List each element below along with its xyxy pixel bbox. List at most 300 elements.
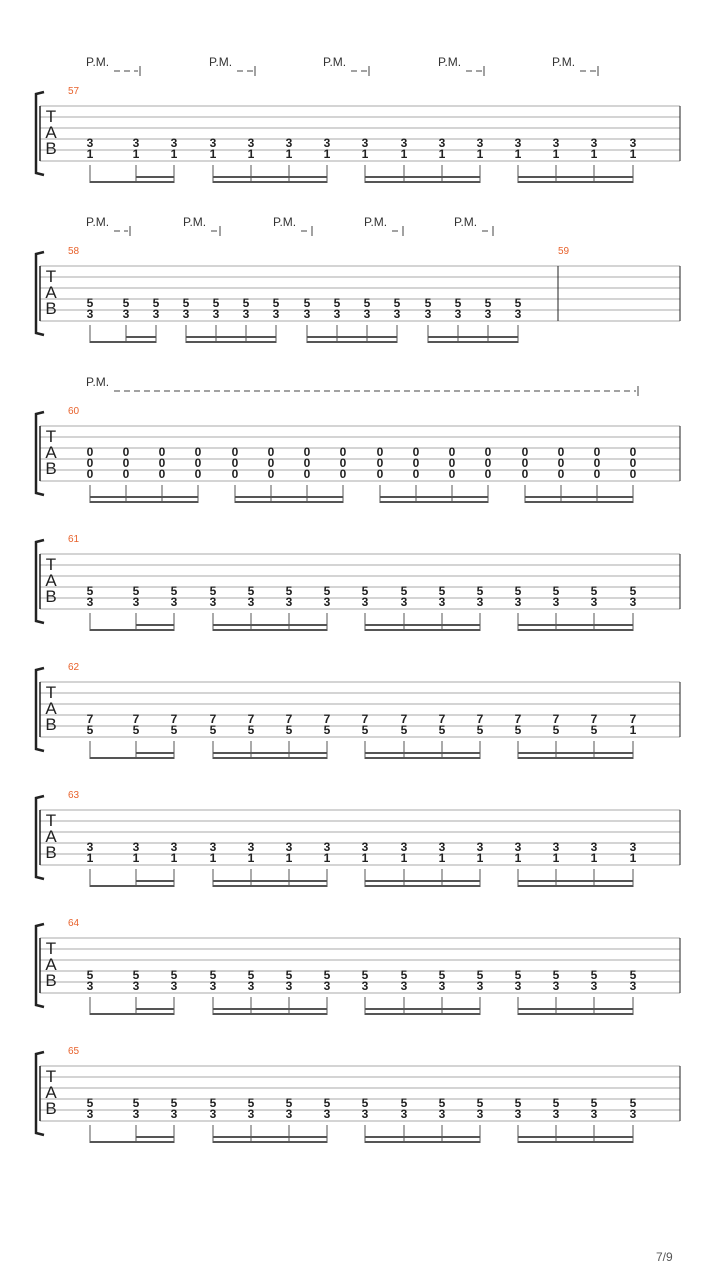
fret-number: 0	[376, 467, 384, 481]
fret-number: 3	[629, 840, 637, 854]
fret-number: 0	[86, 456, 94, 470]
fret-number: 3	[514, 595, 522, 609]
fret-number: 1	[590, 147, 598, 161]
fret-number: 5	[476, 968, 484, 982]
fret-number: 5	[86, 723, 94, 737]
fret-number: 3	[438, 1107, 446, 1121]
palm-mute-label: P.M.	[183, 215, 207, 229]
fret-number: 0	[303, 445, 311, 459]
fret-number: 3	[514, 840, 522, 854]
fret-number: 3	[590, 979, 598, 993]
fret-number: 0	[448, 456, 456, 470]
fret-number: 0	[122, 456, 130, 470]
fret-number: 1	[323, 851, 331, 865]
fret-number: 0	[267, 467, 275, 481]
fret-number: 5	[247, 584, 255, 598]
fret-number: 1	[629, 147, 637, 161]
fret-number: 5	[400, 584, 408, 598]
fret-number: 5	[552, 968, 560, 982]
fret-number: 1	[285, 851, 293, 865]
fret-number: 5	[209, 1096, 217, 1110]
fret-number: 5	[361, 1096, 369, 1110]
fret-number: 1	[170, 147, 178, 161]
fret-number: 5	[361, 968, 369, 982]
fret-number: 5	[247, 968, 255, 982]
fret-number: 1	[629, 851, 637, 865]
fret-number: 3	[285, 979, 293, 993]
fret-number: 5	[86, 584, 94, 598]
fret-number: 5	[590, 968, 598, 982]
fret-number: 3	[552, 979, 560, 993]
fret-number: 1	[552, 147, 560, 161]
fret-number: 1	[400, 851, 408, 865]
palm-mute-label: P.M.	[364, 215, 388, 229]
measure-number: 61	[68, 534, 80, 545]
tab-clef-letter: A	[45, 443, 57, 462]
fret-number: 1	[438, 851, 446, 865]
fret-number: 3	[476, 136, 484, 150]
fret-number: 0	[86, 445, 94, 459]
fret-number: 3	[209, 1107, 217, 1121]
fret-number: 5	[323, 968, 331, 982]
tab-clef-letter: B	[45, 971, 57, 990]
tab-clef-letter: T	[45, 555, 57, 574]
fret-number: 0	[412, 467, 420, 481]
fret-number: 3	[400, 840, 408, 854]
fret-number: 5	[86, 1096, 94, 1110]
fret-number: 3	[552, 136, 560, 150]
fret-number: 3	[132, 595, 140, 609]
fret-number: 3	[629, 136, 637, 150]
fret-number: 0	[629, 467, 637, 481]
page-number: 7/9	[656, 1250, 673, 1264]
fret-number: 1	[552, 851, 560, 865]
fret-number: 3	[363, 307, 371, 321]
fret-number: 3	[438, 136, 446, 150]
fret-number: 3	[361, 840, 369, 854]
tab-clef-letter: A	[45, 827, 57, 846]
fret-number: 0	[484, 445, 492, 459]
fret-number: 0	[231, 456, 239, 470]
fret-number: 1	[209, 147, 217, 161]
fret-number: 3	[400, 979, 408, 993]
fret-number: 5	[514, 968, 522, 982]
fret-number: 3	[552, 595, 560, 609]
fret-number: 3	[285, 1107, 293, 1121]
measure-number: 60	[68, 406, 80, 417]
fret-number: 3	[303, 307, 311, 321]
fret-number: 5	[438, 584, 446, 598]
fret-number: 5	[552, 584, 560, 598]
tab-clef-letter: B	[45, 715, 57, 734]
fret-number: 3	[323, 595, 331, 609]
tab-clef-letter: A	[45, 1083, 57, 1102]
measure-number: 58	[68, 246, 80, 257]
fret-number: 1	[247, 851, 255, 865]
fret-number: 1	[361, 851, 369, 865]
fret-number: 5	[323, 584, 331, 598]
fret-number: 3	[361, 595, 369, 609]
fret-number: 3	[629, 979, 637, 993]
fret-number: 3	[86, 136, 94, 150]
fret-number: 7	[247, 712, 255, 726]
fret-number: 3	[182, 307, 190, 321]
fret-number: 0	[521, 456, 529, 470]
fret-number: 5	[552, 723, 560, 737]
fret-number: 0	[86, 467, 94, 481]
fret-number: 1	[323, 147, 331, 161]
fret-number: 3	[361, 979, 369, 993]
tab-clef-letter: T	[45, 427, 57, 446]
fret-number: 5	[438, 968, 446, 982]
fret-number: 0	[593, 445, 601, 459]
fret-number: 5	[170, 1096, 178, 1110]
fret-number: 5	[476, 584, 484, 598]
fret-number: 3	[552, 1107, 560, 1121]
system-2	[36, 226, 680, 343]
fret-number: 3	[484, 307, 492, 321]
fret-number: 5	[182, 296, 190, 310]
fret-number: 3	[454, 307, 462, 321]
system-3	[36, 386, 680, 503]
palm-mute-label: P.M.	[86, 375, 110, 389]
fret-number: 5	[170, 723, 178, 737]
tab-clef-letter: T	[45, 939, 57, 958]
fret-number: 3	[361, 1107, 369, 1121]
palm-mute-label: P.M.	[552, 55, 576, 69]
fret-number: 3	[122, 307, 130, 321]
fret-number: 5	[285, 723, 293, 737]
tab-clef-letter: B	[45, 1099, 57, 1118]
fret-number: 5	[438, 723, 446, 737]
palm-mute-label: P.M.	[454, 215, 478, 229]
fret-number: 5	[212, 296, 220, 310]
fret-number: 0	[412, 445, 420, 459]
fret-number: 5	[393, 296, 401, 310]
tab-clef-letter: T	[45, 107, 57, 126]
fret-number: 1	[86, 851, 94, 865]
fret-number: 5	[400, 1096, 408, 1110]
fret-number: 3	[132, 136, 140, 150]
fret-number: 3	[323, 979, 331, 993]
fret-number: 1	[285, 147, 293, 161]
fret-number: 5	[476, 723, 484, 737]
fret-number: 5	[454, 296, 462, 310]
fret-number: 5	[590, 723, 598, 737]
fret-number: 1	[132, 851, 140, 865]
fret-number: 3	[212, 307, 220, 321]
fret-number: 0	[593, 467, 601, 481]
fret-number: 3	[86, 1107, 94, 1121]
fret-number: 3	[86, 307, 94, 321]
fret-number: 7	[438, 712, 446, 726]
fret-number: 5	[476, 1096, 484, 1110]
fret-number: 0	[376, 445, 384, 459]
fret-number: 5	[323, 1096, 331, 1110]
fret-number: 0	[194, 456, 202, 470]
fret-number: 0	[339, 456, 347, 470]
fret-number: 5	[361, 723, 369, 737]
fret-number: 3	[86, 840, 94, 854]
fret-number: 5	[132, 968, 140, 982]
fret-number: 3	[170, 840, 178, 854]
fret-number: 3	[247, 840, 255, 854]
fret-number: 5	[363, 296, 371, 310]
fret-number: 3	[242, 307, 250, 321]
fret-number: 0	[303, 456, 311, 470]
fret-number: 0	[267, 456, 275, 470]
fret-number: 0	[412, 456, 420, 470]
fret-number: 3	[400, 136, 408, 150]
tab-clef-letter: B	[45, 299, 57, 318]
fret-number: 5	[209, 584, 217, 598]
fret-number: 5	[132, 584, 140, 598]
fret-number: 5	[247, 1096, 255, 1110]
fret-number: 1	[86, 147, 94, 161]
fret-number: 5	[303, 296, 311, 310]
measure-number: 62	[68, 662, 80, 673]
fret-number: 3	[132, 979, 140, 993]
fret-number: 0	[484, 467, 492, 481]
fret-number: 5	[590, 1096, 598, 1110]
fret-number: 0	[629, 456, 637, 470]
fret-number: 7	[285, 712, 293, 726]
fret-number: 3	[132, 1107, 140, 1121]
fret-number: 3	[285, 840, 293, 854]
fret-number: 3	[323, 840, 331, 854]
fret-number: 0	[194, 467, 202, 481]
fret-number: 0	[557, 467, 565, 481]
fret-number: 0	[303, 467, 311, 481]
fret-number: 5	[152, 296, 160, 310]
fret-number: 1	[629, 723, 637, 737]
tab-clef-letter: B	[45, 139, 57, 158]
fret-number: 3	[209, 136, 217, 150]
fret-number: 7	[476, 712, 484, 726]
measure-number: 64	[68, 918, 80, 929]
fret-number: 5	[400, 968, 408, 982]
fret-number: 3	[170, 595, 178, 609]
fret-number: 3	[323, 136, 331, 150]
fret-number: 0	[448, 445, 456, 459]
fret-number: 0	[231, 445, 239, 459]
fret-number: 7	[132, 712, 140, 726]
fret-number: 0	[158, 456, 166, 470]
fret-number: 5	[629, 584, 637, 598]
fret-number: 5	[514, 584, 522, 598]
tab-clef-letter: A	[45, 123, 57, 142]
fret-number: 5	[361, 584, 369, 598]
tab-clef-letter: T	[45, 1067, 57, 1086]
fret-number: 3	[476, 595, 484, 609]
fret-number: 5	[438, 1096, 446, 1110]
fret-number: 1	[132, 147, 140, 161]
fret-number: 3	[629, 1107, 637, 1121]
fret-number: 0	[448, 467, 456, 481]
fret-number: 5	[590, 584, 598, 598]
fret-number: 5	[272, 296, 280, 310]
fret-number: 5	[285, 968, 293, 982]
fret-number: 3	[132, 840, 140, 854]
fret-number: 3	[590, 136, 598, 150]
fret-number: 3	[476, 979, 484, 993]
tab-clef-letter: A	[45, 283, 57, 302]
fret-number: 1	[514, 851, 522, 865]
fret-number: 3	[209, 840, 217, 854]
tab-clef-letter: A	[45, 699, 57, 718]
fret-number: 5	[122, 296, 130, 310]
fret-number: 7	[629, 712, 637, 726]
fret-number: 1	[514, 147, 522, 161]
palm-mute-label: P.M.	[209, 55, 233, 69]
fret-number: 3	[209, 979, 217, 993]
fret-number: 3	[552, 840, 560, 854]
fret-number: 3	[476, 840, 484, 854]
fret-number: 5	[170, 584, 178, 598]
fret-number: 1	[400, 147, 408, 161]
fret-number: 3	[285, 595, 293, 609]
fret-number: 5	[86, 296, 94, 310]
measure-number: 57	[68, 86, 80, 97]
fret-number: 3	[170, 1107, 178, 1121]
fret-number: 0	[267, 445, 275, 459]
palm-mute-label: P.M.	[86, 55, 110, 69]
palm-mute-label: P.M.	[438, 55, 462, 69]
fret-number: 0	[122, 467, 130, 481]
fret-number: 5	[132, 1096, 140, 1110]
tab-clef-letter: A	[45, 571, 57, 590]
measure-number: 59	[558, 246, 570, 257]
fret-number: 3	[438, 979, 446, 993]
fret-number: 3	[400, 595, 408, 609]
fret-number: 3	[86, 595, 94, 609]
fret-number: 3	[247, 1107, 255, 1121]
palm-mute-label: P.M.	[86, 215, 110, 229]
fret-number: 5	[209, 968, 217, 982]
fret-number: 3	[152, 307, 160, 321]
fret-number: 3	[438, 840, 446, 854]
fret-number: 3	[393, 307, 401, 321]
fret-number: 0	[158, 467, 166, 481]
fret-number: 5	[333, 296, 341, 310]
fret-number: 0	[231, 467, 239, 481]
fret-number: 3	[170, 136, 178, 150]
tab-clef-letter: A	[45, 955, 57, 974]
fret-number: 5	[514, 296, 522, 310]
fret-number: 3	[247, 136, 255, 150]
fret-number: 5	[629, 968, 637, 982]
fret-number: 5	[400, 723, 408, 737]
fret-number: 3	[590, 595, 598, 609]
fret-number: 0	[376, 456, 384, 470]
fret-number: 3	[333, 307, 341, 321]
fret-number: 3	[514, 307, 522, 321]
fret-number: 7	[170, 712, 178, 726]
fret-number: 0	[484, 456, 492, 470]
fret-number: 5	[514, 723, 522, 737]
fret-number: 3	[400, 1107, 408, 1121]
fret-number: 7	[400, 712, 408, 726]
fret-number: 7	[323, 712, 331, 726]
fret-number: 7	[86, 712, 94, 726]
fret-number: 7	[361, 712, 369, 726]
fret-number: 3	[476, 1107, 484, 1121]
fret-number: 0	[158, 445, 166, 459]
fret-number: 5	[552, 1096, 560, 1110]
fret-number: 3	[514, 979, 522, 993]
palm-mute-label: P.M.	[323, 55, 347, 69]
fret-number: 3	[170, 979, 178, 993]
fret-number: 3	[514, 136, 522, 150]
fret-number: 5	[285, 1096, 293, 1110]
fret-number: 5	[424, 296, 432, 310]
fret-number: 3	[247, 595, 255, 609]
fret-number: 5	[170, 968, 178, 982]
fret-number: 0	[629, 445, 637, 459]
fret-number: 3	[629, 595, 637, 609]
fret-number: 1	[209, 851, 217, 865]
fret-number: 7	[514, 712, 522, 726]
fret-number: 0	[521, 445, 529, 459]
tab-clef-letter: B	[45, 843, 57, 862]
fret-number: 1	[247, 147, 255, 161]
fret-number: 0	[339, 467, 347, 481]
tab-clef-letter: T	[45, 267, 57, 286]
tab-clef-letter: B	[45, 459, 57, 478]
fret-number: 0	[521, 467, 529, 481]
fret-number: 0	[557, 456, 565, 470]
fret-number: 3	[209, 595, 217, 609]
fret-number: 5	[484, 296, 492, 310]
fret-number: 3	[514, 1107, 522, 1121]
fret-number: 0	[339, 445, 347, 459]
fret-number: 7	[209, 712, 217, 726]
fret-number: 0	[194, 445, 202, 459]
fret-number: 5	[247, 723, 255, 737]
fret-number: 3	[323, 1107, 331, 1121]
fret-number: 3	[424, 307, 432, 321]
fret-number: 3	[285, 136, 293, 150]
tab-clef-letter: T	[45, 683, 57, 702]
fret-number: 5	[629, 1096, 637, 1110]
fret-number: 5	[209, 723, 217, 737]
fret-number: 3	[590, 840, 598, 854]
measure-number: 65	[68, 1046, 80, 1057]
fret-number: 0	[557, 445, 565, 459]
fret-number: 1	[476, 147, 484, 161]
fret-number: 5	[323, 723, 331, 737]
fret-number: 1	[476, 851, 484, 865]
fret-number: 5	[132, 723, 140, 737]
palm-mute-label: P.M.	[273, 215, 297, 229]
fret-number: 5	[514, 1096, 522, 1110]
fret-number: 3	[438, 595, 446, 609]
fret-number: 5	[285, 584, 293, 598]
fret-number: 5	[242, 296, 250, 310]
fret-number: 0	[122, 445, 130, 459]
fret-number: 0	[593, 456, 601, 470]
tab-clef-letter: T	[45, 811, 57, 830]
fret-number: 7	[590, 712, 598, 726]
fret-number: 1	[361, 147, 369, 161]
fret-number: 3	[86, 979, 94, 993]
fret-number: 3	[247, 979, 255, 993]
fret-number: 5	[86, 968, 94, 982]
measure-number: 63	[68, 790, 80, 801]
fret-number: 3	[590, 1107, 598, 1121]
system-1	[36, 66, 680, 183]
fret-number: 1	[170, 851, 178, 865]
